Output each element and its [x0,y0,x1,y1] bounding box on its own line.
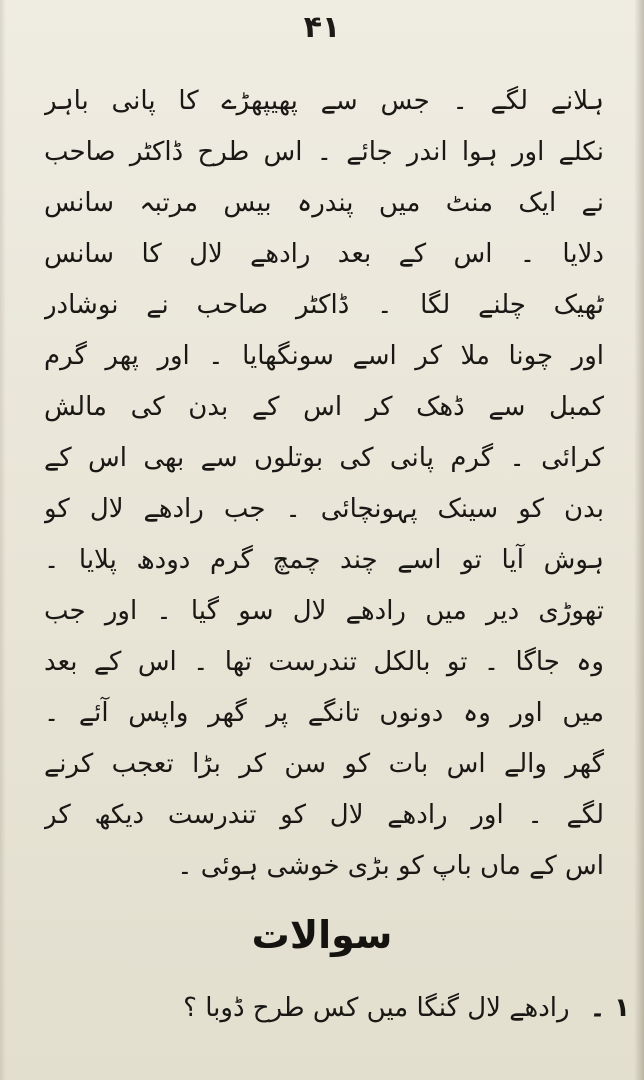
paragraph-line-9: بدن کو سینک پہونچائی ۔ جب رادھے لال کو [44,494,604,524]
paragraph-line-14: گھر والے اس بات کو سن کر بڑا تعجب کرنے [44,749,604,779]
question-1-text: رادھے لال گنگا میں کس طرح ڈوبا ؟ [183,993,570,1023]
questions-heading: سوالات [251,913,393,957]
story-paragraph [44,76,604,892]
question-1 [160,980,630,1036]
paragraph-line-4: دلایا ۔ اس کے بعد رادھے لال کا سانس [44,239,604,269]
paragraph-line-7: کمبل سے ڈھک کر اس کے بدن کی مالش [44,392,604,422]
paragraph-line-11: تھوڑی دیر میں رادھے لال سو گیا ۔ اور جب [44,596,604,626]
page-number: ۴۱ [303,10,341,45]
paragraph-line-12: وہ جاگا ۔ تو بالکل تندرست تھا ۔ اس کے بعد [44,647,604,677]
paragraph-line-5: ٹھیک چلنے لگا ۔ ڈاکٹر صاحب نے نوشادر [44,290,604,320]
paragraph-line-1: ہلانے لگے ۔ جس سے پھیپھڑے کا پانی باہر [44,86,604,116]
paragraph-line-13: میں اور وہ دونوں تانگے پر گھر واپس آئے ۔ [44,698,604,728]
paragraph-line-2: نکلے اور ہوا اندر جائے ۔ اس طرح ڈاکٹر صاحب [44,137,604,167]
paragraph-line-8: کرائی ۔ گرم پانی کی بوتلوں سے بھی اس کے [44,443,604,473]
question-1-number: ۱ ۔ [589,993,630,1023]
paragraph-line-6: اور چونا ملا کر اسے سونگھایا ۔ اور پھر گرم [44,341,604,371]
paragraph-line-10: ہوش آیا تو اسے چند چمچ گرم دودھ پلایا ۔ [44,545,604,575]
paragraph-line-3: نے ایک منٹ میں پندرہ بیس مرتبہ سانس [44,188,604,218]
paragraph-line-15: لگے ۔ اور رادھے لال کو تندرست دیکھ کر [44,800,604,830]
paragraph-line-16: اس کے ماں باپ کو بڑی خوشی ہوئی ۔ [177,851,604,881]
